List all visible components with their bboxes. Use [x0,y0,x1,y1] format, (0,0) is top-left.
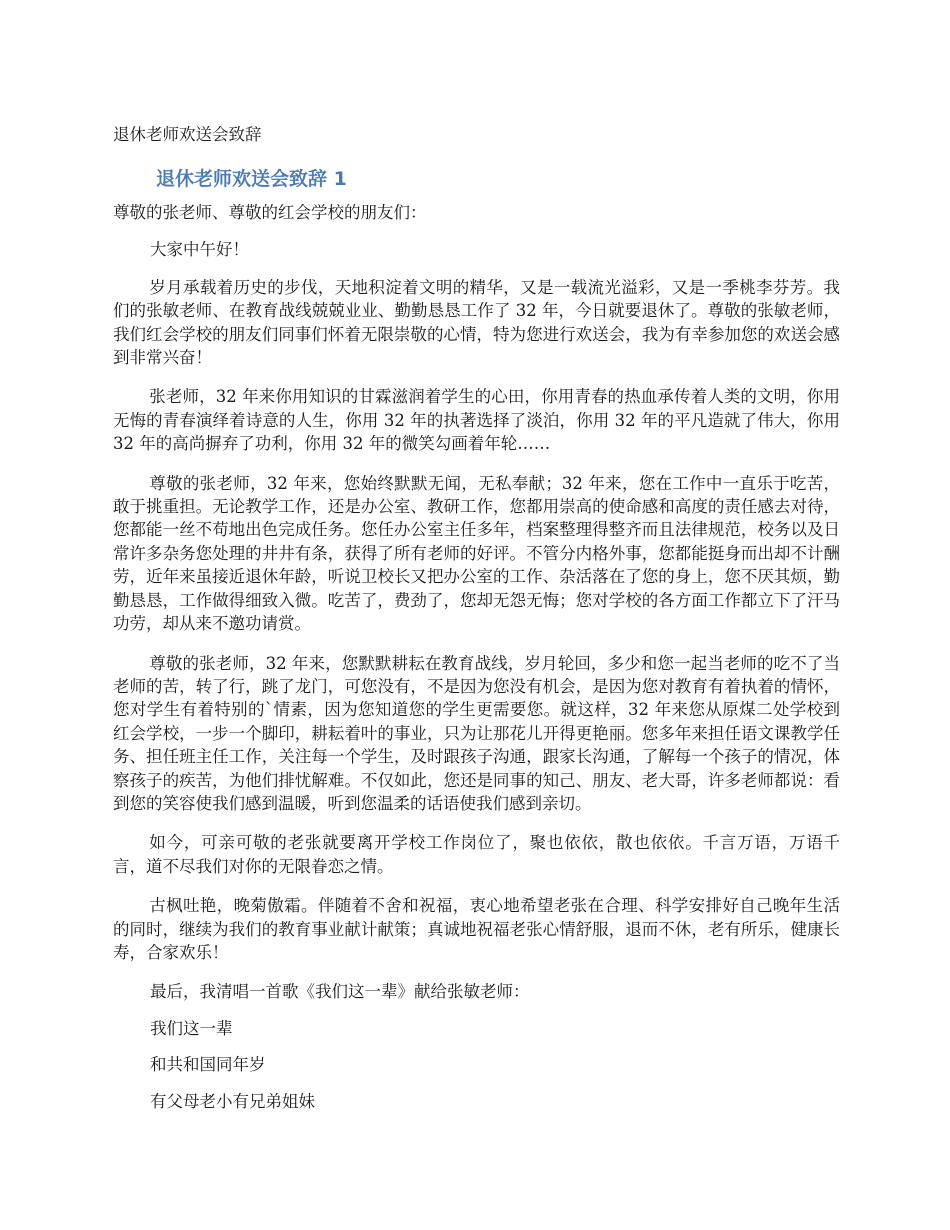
closing-line: 最后，我清唱一首歌《我们这一辈》献给张敏老师： [150,982,530,1002]
song-line: 我们这一辈 [150,1018,233,1038]
song-line: 有父母老小有兄弟姐妹 [150,1091,315,1111]
body-paragraph: 岁月承载着历史的步伐，天地积淀着文明的精华，又是一载流光溢彩，又是一季桃李芬芳。我们的张敏老师、在教育战线兢兢业业、勤勤恳恳工作了 32 年，今日就要退休了。尊敬的张敏老师，我们红会学校的朋友们同事们怀着无限崇敬的心情，特为您进行欢送会，我为有幸参加您的欢送会感到非常兴奋！ [113,277,840,368]
body-paragraph: 尊敬的张老师，32 年来，您默默耕耘在教育战线，岁月轮回，多少和您一起当老师的吃不了当老师的苦，转了行，跳了龙门，可您没有，不是因为您没有机会，是因为您对教育有着执着的情怀，您对学生有着特别的`情素，因为您知道您的学生更需要您。就这样，32 年来您从原煤二处学校到红会学校，一步一个脚印，耕耘着叶的事业，只为让那花儿开得更艳丽。您多年来担任语文课教学任务、担任班主任工作，关注每一个学生，及时跟孩子沟通，跟家长沟通，了解每一个孩子的情况，体察孩子的疾苦，为他们排忧解难。不仅如此，您还是同事的知己、朋友、老大哥，许多老师都说：看到您的笑容使我们感到温暖，听到您温柔的话语使我们感到亲切。 [113,653,840,813]
body-paragraph: 尊敬的张老师，32 年来，您始终默默无闻，无私奉献；32 年来，您在工作中一直乐于吃苦，敢于挑重担。无论教学工作，还是办公室、教研工作，您都用崇高的使命感和高度的责任感去对待，您都能一丝不苟地出色完成任务。您任办公室主任多年，档案整理得整齐而且法律规范，校务以及日常许多杂务您处理的井井有条，获得了所有老师的好评。不管分内格外事，您都能挺身而出却不计酬劳，近年来虽接近退休年龄，听说卫校长又把办公室的工作、杂活落在了您的身上，您不厌其烦，勤勤恳恳，工作做得细致入微。吃苦了，费劲了，您却无怨无悔；您对学校的各方面工作都立下了汗马功劳，却从来不邀功请赏。 [113,473,840,634]
section-heading: 退休老师欢送会致辞 1 [156,168,347,190]
document-page [113,122,840,1113]
body-paragraph: 古枫吐艳，晚菊傲霜。伴随着不舍和祝福，衷心地希望老张在合理、科学安排好自己晚年生活的同时，继续为我们的教育事业献计献策；真诚地祝福老张心情舒服，退而不休，老有所乐，健康长寿，合家欢乐！ [113,896,840,962]
body-paragraph: 张老师，32 年来你用知识的甘霖滋润着学生的心田，你用青春的热血承传着人类的文明，你用无悔的青春演绎着诗意的人生，你用 32 年的执著选择了淡泊，你用 32 年的平凡造就了伟大，你用 32 年的高尚摒弃了功利，你用 32 年的微笑勾画着年轮…… [113,387,840,454]
document-title: 退休老师欢送会致辞 [113,125,262,144]
greeting: 大家中午好！ [150,240,249,260]
song-line: 和共和国同年岁 [150,1055,266,1075]
body-paragraph: 如今，可亲可敬的老张就要离开学校工作岗位了，聚也依依，散也依依。千言万语，万语千言，道不尽我们对你的无限眷恋之情。 [113,833,840,876]
salutation: 尊敬的张老师、尊敬的红会学校的朋友们： [113,203,427,222]
